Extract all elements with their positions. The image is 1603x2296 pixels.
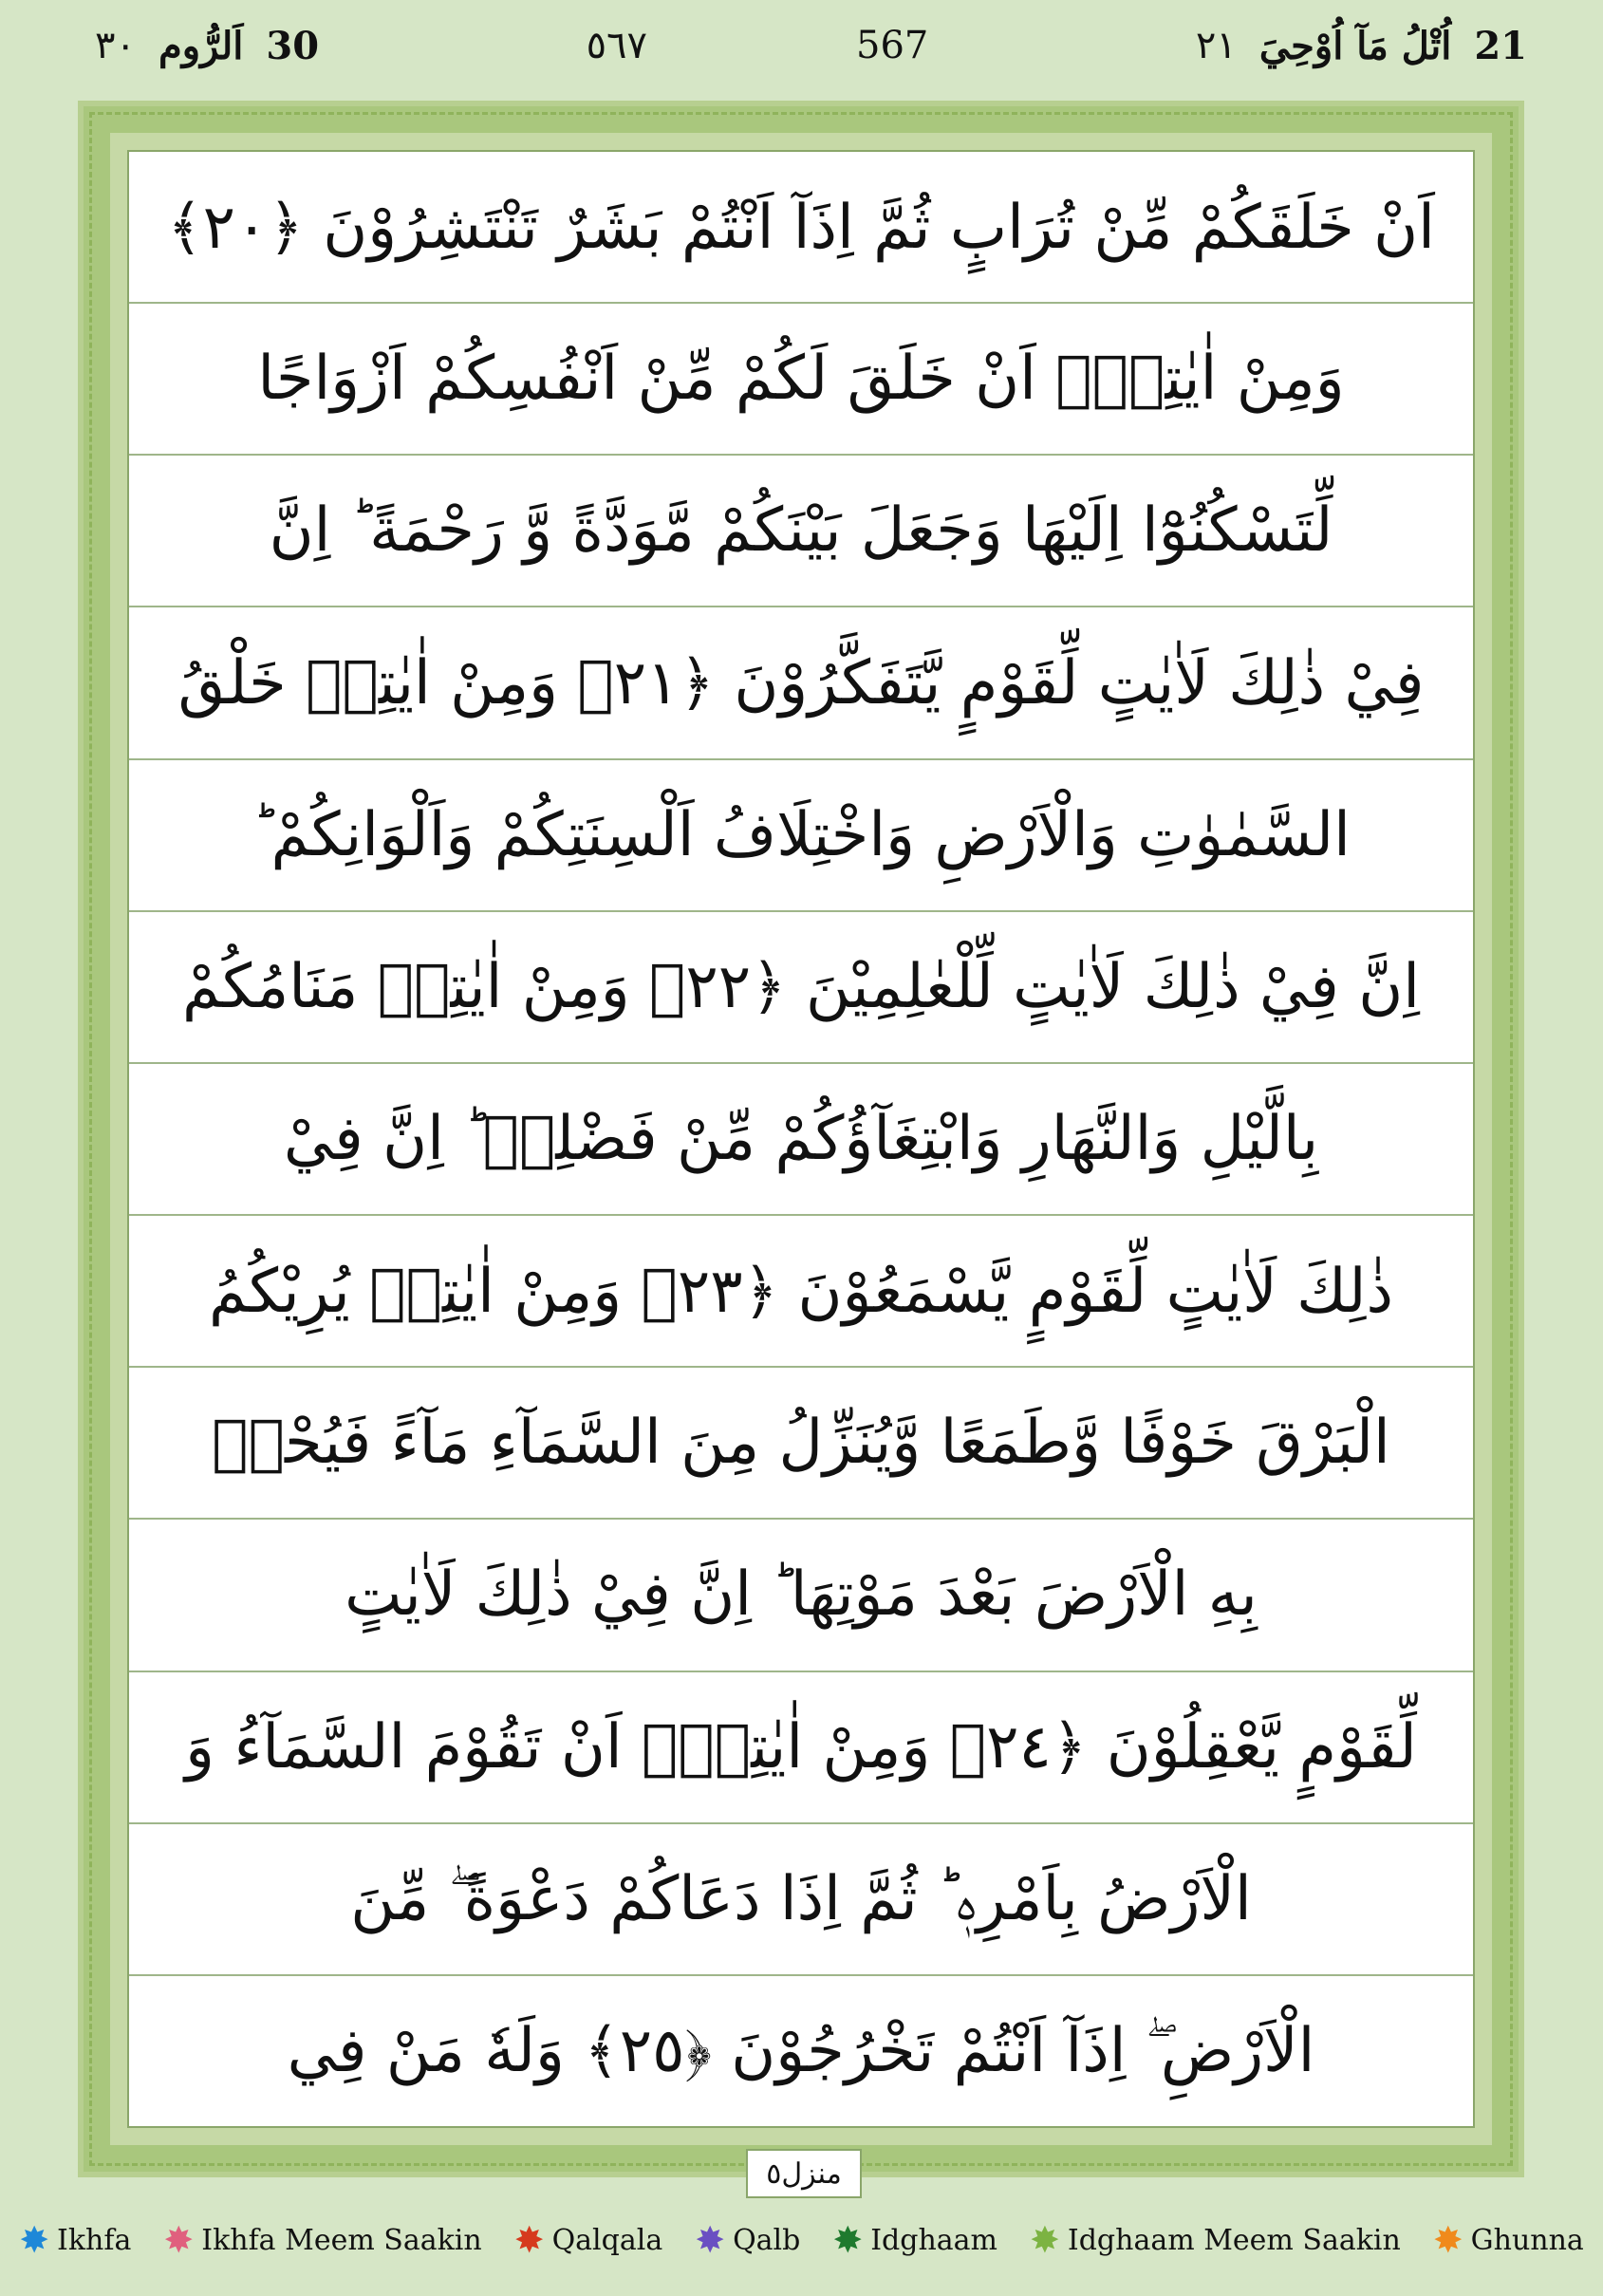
legend-item-idghaam-meem-saakin — [1030, 2219, 1401, 2261]
decorative-border — [84, 106, 1519, 2172]
star-icon: ✸ — [513, 2219, 545, 2261]
text-line-3: لِّتَسْكُنُوْٓا اِلَيْهَا وَجَعَلَ بَيْنَكُمْ مَّوَدَّةً وَّ رَحْمَةً ؕ اِنَّ — [129, 456, 1473, 607]
legend-item-idghaam — [832, 2219, 998, 2261]
star-icon: ✸ — [1030, 2219, 1060, 2261]
juz-name: اُتْلُ مَآ اُوْحِيَ — [1258, 23, 1452, 68]
page-number: 567 — [856, 24, 929, 67]
legend-item-ikhfa — [19, 2219, 132, 2261]
legend-label: Idghaam Meem Saakin — [1067, 2223, 1401, 2257]
surah-name: اَلرُّوم — [158, 23, 244, 68]
page-header — [0, 0, 1603, 91]
page-number-arabic: ٥٦٧ — [586, 24, 648, 67]
legend-item-qalqala — [513, 2219, 663, 2261]
legend-label: Ikhfa Meem Saakin — [201, 2223, 482, 2257]
surah-number: 30 — [266, 23, 320, 68]
legend-label: Ikhfa — [57, 2223, 132, 2257]
text-line-2: وَمِنْ اٰيٰتِهٖٓ اَنْ خَلَقَ لَكُمْ مِّنْ اَنْفُسِكُمْ اَزْوَاجًا — [129, 304, 1473, 456]
star-icon: ✸ — [832, 2219, 864, 2261]
text-line-8: ذٰلِكَ لَاٰيٰتٍ لِّقَوْمٍ يَّسْمَعُوْنَ ﴿٢٣﴾ وَمِنْ اٰيٰتِهٖ يُرِيْكُمُ — [129, 1216, 1473, 1368]
text-line-11: لِّقَوْمٍ يَّعْقِلُوْنَ ﴿٢٤﴾ وَمِنْ اٰيٰتِهٖٓ اَنْ تَقُوْمَ السَّمَآءُ وَ — [129, 1672, 1473, 1824]
juz-number-arabic: ٢١ — [1195, 24, 1237, 67]
text-line-6: اِنَّ فِيْ ذٰلِكَ لَاٰيٰتٍ لِّلْعٰلِمِيْنَ ﴿٢٢﴾ وَمِنْ اٰيٰتِهٖ مَنَامُكُمْ — [129, 912, 1473, 1064]
text-line-5: السَّمٰوٰتِ وَالْاَرْضِ وَاخْتِلَافُ اَلْسِنَتِكُمْ وَاَلْوَانِكُمْ ؕ — [129, 760, 1473, 912]
text-panel — [127, 150, 1475, 2128]
surah-number-arabic: ٣٠ — [95, 24, 136, 67]
juz-info — [1196, 24, 1527, 68]
text-line-13: الْاَرْضِ ۖ اِذَآ اَنْتُمْ تَخْرُجُوْنَ ﴿٢٥﴾ وَلَهٗ مَنْ فِي — [287, 2016, 1315, 2087]
text-line-12: الْاَرْضُ بِاَمْرِهٖ ؕ ثُمَّ اِذَا دَعَاكُمْ دَعْوَةً ۖ مِّنَ — [129, 1824, 1473, 1976]
text-line-9: الْبَرْقَ خَوْفًا وَّطَمَعًا وَّيُنَزِّلُ مِنَ السَّمَآءِ مَآءً فَيُحْيٖ — [129, 1368, 1473, 1520]
juz-number: 21 — [1474, 23, 1527, 68]
star-icon: ✸ — [1432, 2219, 1463, 2261]
text-line-1: اَنْ خَلَقَكُمْ مِّنْ تُرَابٍ ثُمَّ اِذَآ اَنْتُمْ بَشَرٌ تَنْتَشِرُوْنَ ﴿٢٠﴾ — [129, 152, 1473, 304]
manzil-label: منزل٥ — [746, 2149, 862, 2198]
page-numbers — [587, 24, 929, 67]
text-line-7: بِالَّيْلِ وَالنَّهَارِ وَابْتِغَآؤُكُمْ مِّنْ فَضْلِهٖ ؕ اِنَّ فِيْ — [129, 1064, 1473, 1216]
star-icon: ✸ — [695, 2219, 726, 2261]
star-icon: ✸ — [163, 2219, 195, 2261]
surah-info — [95, 24, 319, 68]
legend-item-ghunna — [1432, 2219, 1584, 2261]
legend-label: Qalqala — [551, 2223, 663, 2257]
text-line-4: فِيْ ذٰلِكَ لَاٰيٰتٍ لِّقَوْمٍ يَّتَفَكَّرُوْنَ ﴿٢١﴾ وَمِنْ اٰيٰتِهٖ خَلْقُ — [129, 607, 1473, 759]
legend-item-qalb — [695, 2219, 801, 2261]
legend-item-ikhfa-meem-saakin — [163, 2219, 482, 2261]
legend-label: Qalb — [733, 2223, 801, 2257]
star-icon: ✸ — [19, 2219, 50, 2261]
text-line-10: بِهِ الْاَرْضَ بَعْدَ مَوْتِهَا ؕ اِنَّ فِيْ ذٰلِكَ لَاٰيٰتٍ — [129, 1520, 1473, 1671]
legend-label: Idghaam — [870, 2223, 998, 2257]
tajweed-legend — [0, 2202, 1603, 2278]
legend-label: Ghunna — [1470, 2223, 1584, 2257]
